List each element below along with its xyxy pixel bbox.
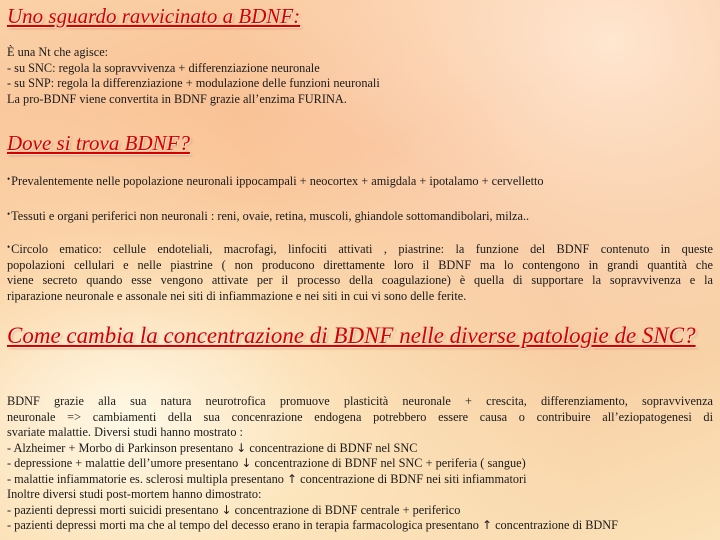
item-text: - depressione + malattie dell’umore presentano	[7, 456, 242, 470]
arrow-down-icon: ↓	[241, 456, 252, 470]
text-line: È una Nt che agisce:	[7, 45, 109, 59]
item-text: - Alzheimer + Morbo di Parkinson presentano	[7, 440, 237, 455]
item-text: concentrazione di BDNF nel SNC + periferia ( sangue)	[251, 456, 526, 470]
arrow-down-icon: ↓	[236, 440, 247, 455]
bullet-text: Tessuti e organi periferici non neuronali : reni, ovaie, retina, muscoli, ghiandole sottomandibolari, milza..	[11, 209, 530, 223]
section-heading-bdnf-overview: Uno sguardo ravvicinato a BDNF:	[7, 4, 301, 28]
pathologies-text	[7, 394, 713, 534]
text-line: riparazione neuronale e assonale nei siti di infiammazione e nei siti in cui vi sono delle ferite.	[7, 288, 467, 303]
section-heading-pathologies: Come cambia la concentrazione di BDNF nelle diverse patologie de SNC?	[7, 323, 696, 348]
arrow-up-icon: ↑	[481, 518, 492, 532]
text-line: Inoltre diversi studi post-mortem hanno dimostrato:	[7, 487, 262, 501]
bullet-term: Circolo ematico	[11, 242, 99, 256]
bullet-item	[7, 240, 713, 304]
arrow-up-icon: ↑	[287, 471, 298, 486]
item-text: concentrazione di BDNF centrale + periferico	[231, 502, 461, 517]
list-item	[7, 503, 713, 519]
item-text: concentrazione di BDNF nel SNC	[246, 440, 418, 455]
text-line: viene secreto quando esse vengono attivate per il processo della coagulazione) è quella di supportare la sopravvivenza e la	[7, 273, 713, 287]
item-text: concentrazione di BDNF	[492, 518, 619, 532]
bullet-item	[7, 207, 713, 225]
bullet-item	[7, 172, 713, 190]
list-item	[7, 456, 713, 472]
text-line: - su SNC: regola la sopravvivenza + differenziazione neuronale	[7, 60, 320, 75]
item-text: - pazienti depressi morti suicidi presentano	[7, 502, 222, 517]
item-text: - malattie infiammatorie es. sclerosi multipla presentano	[7, 471, 288, 486]
text-line: - su SNP: regola la differenziazione + modulazione delle funzioni neuronali	[7, 76, 380, 90]
bullet-text: : cellule endoteliali, macrofagi, linfociti attivati , piastrine: la funzione del BDNF contenuto in queste	[98, 242, 713, 256]
bullet-icon: •	[7, 174, 11, 184]
text-line	[7, 240, 713, 258]
list-item	[7, 472, 713, 488]
text-line: popolazioni cellulari e nelle piastrine ( non producono direttamente loro il BDNF ma lo contengono in grandi quantità che	[7, 257, 713, 272]
list-item	[7, 518, 713, 534]
arrow-down-icon: ↓	[221, 502, 232, 517]
section-heading-location: Dove si trova BDNF?	[7, 131, 190, 155]
text-line: svariate malattie. Diversi studi hanno mostrato :	[7, 425, 243, 439]
bdnf-overview-text	[7, 45, 713, 107]
bullet-icon: •	[7, 242, 11, 252]
item-text: - pazienti depressi morti ma che al tempo del decesso erano in terapia farmacologica presentano	[7, 518, 482, 532]
text-line: La pro-BDNF viene convertita in BDNF grazie all’enzima FURINA.	[7, 91, 347, 106]
text-line: neuronale => cambiamenti della sua concenrazione endogena potrebbero essere causa o contribuire all’eziopatogenesi di	[7, 409, 713, 424]
text-line: BDNF grazie alla sua natura neurotrofica promuove plasticità neuronale + crescita, differenziamento, sopravvivenza	[7, 394, 713, 408]
list-item	[7, 441, 713, 457]
bullet-icon: •	[7, 209, 11, 219]
bullet-text: Prevalentemente nelle popolazione neuronali ippocampali + neocortex + amigdala + ipotalamo + cervelletto	[11, 174, 544, 188]
item-text: concentrazione di BDNF nei siti infiammatori	[297, 471, 527, 486]
